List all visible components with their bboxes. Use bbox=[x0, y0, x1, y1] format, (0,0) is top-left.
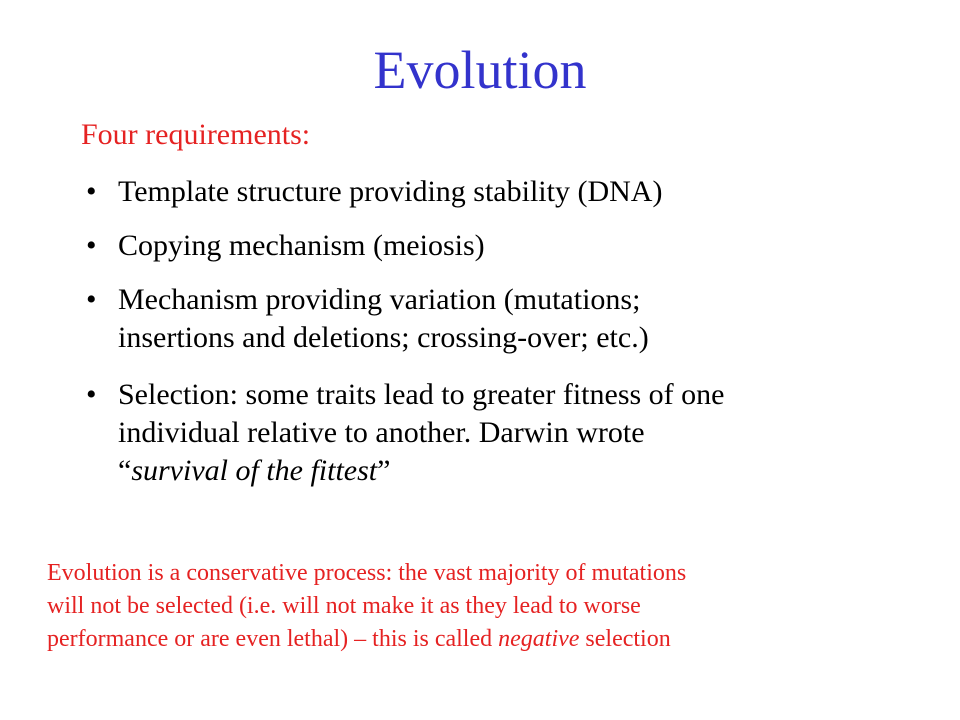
bullet-icon: • bbox=[86, 378, 97, 411]
footnote bbox=[47, 557, 927, 656]
bullet-text-line: individual relative to another. Darwin wrote bbox=[118, 416, 645, 449]
footnote-line: selection bbox=[579, 626, 671, 652]
footnote-line: will not be selected (i.e. will not make it as they lead to worse bbox=[47, 593, 641, 619]
slide-title: Evolution bbox=[373, 40, 587, 100]
quote-open: “ bbox=[118, 454, 132, 487]
bullet-text-line: Selection: some traits lead to greater fitness of one bbox=[118, 378, 725, 411]
bullet-icon: • bbox=[86, 175, 97, 208]
footnote-emphasis: negative bbox=[498, 626, 580, 652]
footnote-line: performance or are even lethal) – this is called bbox=[47, 626, 499, 652]
bullet-icon: • bbox=[86, 229, 97, 262]
bullet-text bbox=[118, 281, 898, 357]
quote-close: ” bbox=[377, 454, 391, 487]
slide-subtitle: Four requirements: bbox=[81, 118, 311, 151]
footnote-line: Evolution is a conservative process: the vast majority of mutations bbox=[47, 560, 687, 586]
bullet-text-line: Mechanism providing variation (mutations; bbox=[118, 283, 641, 316]
bullet-text: Copying mechanism (meiosis) bbox=[118, 229, 485, 262]
bullet-icon: • bbox=[86, 283, 97, 316]
quoted-phrase: survival of the fittest bbox=[131, 454, 378, 487]
bullet-text-line: insertions and deletions; crossing-over; etc.) bbox=[118, 321, 649, 354]
bullet-text bbox=[118, 376, 898, 490]
bullet-text: Template structure providing stability (DNA) bbox=[118, 175, 663, 208]
